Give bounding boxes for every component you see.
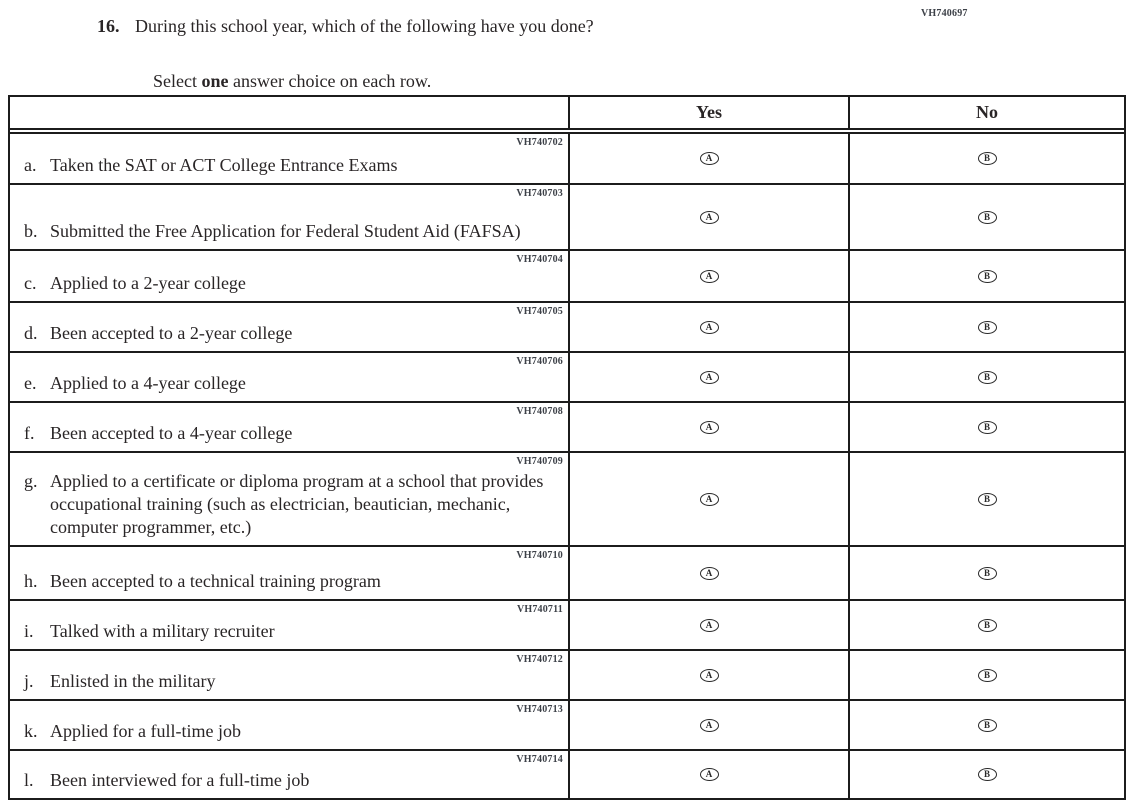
- bubble-letter: B: [983, 669, 990, 680]
- bubble-letter: B: [983, 769, 990, 779]
- item-letter: b.: [24, 221, 38, 241]
- no-cell: [848, 185, 1124, 249]
- bubble-letter: A: [705, 421, 713, 432]
- item-code: VH740709: [516, 456, 563, 467]
- item-text: Talked with a military recruiter: [50, 621, 275, 641]
- item-code: VH740711: [516, 604, 563, 615]
- answer-bubble-yes[interactable]: [700, 371, 719, 384]
- item-text: Enlisted in the military: [50, 671, 216, 691]
- table-row: [10, 301, 1124, 351]
- instruction-prefix: Select: [153, 71, 202, 91]
- question-text: During this school year, which of the following have you done?: [135, 16, 594, 36]
- item-cell: [10, 134, 568, 183]
- item-code: VH740713: [516, 704, 563, 715]
- item-letter: h.: [24, 571, 38, 591]
- yes-cell: [568, 251, 848, 301]
- yes-cell: [568, 651, 848, 699]
- answer-bubble-yes[interactable]: [700, 619, 719, 632]
- form-code: VH740697: [921, 8, 968, 19]
- item-text: Been interviewed for a full-time job: [50, 770, 310, 790]
- answer-bubble-yes[interactable]: [700, 567, 719, 580]
- table-row: [10, 451, 1124, 545]
- item-code: VH740705: [516, 306, 563, 317]
- table-row: [10, 249, 1124, 301]
- answer-bubble-yes[interactable]: [700, 152, 719, 165]
- no-cell: [848, 353, 1124, 401]
- item-code: VH740714: [516, 754, 563, 765]
- table-row: [10, 699, 1124, 749]
- bubble-letter: B: [983, 719, 990, 730]
- table-row: [10, 599, 1124, 649]
- item-label: [10, 768, 568, 798]
- bubble-letter: A: [705, 153, 713, 163]
- item-letter: c.: [24, 273, 37, 293]
- instruction-bold: one: [201, 71, 229, 91]
- item-label: [10, 421, 568, 451]
- no-cell: [848, 134, 1124, 183]
- bubble-letter: B: [983, 153, 990, 163]
- item-label: [10, 321, 568, 351]
- no-cell: [848, 453, 1124, 545]
- yes-cell: [568, 547, 848, 599]
- bubble-letter: A: [705, 567, 713, 578]
- item-text: Been accepted to a technical training program: [50, 571, 381, 591]
- item-label: [10, 271, 568, 301]
- bubble-letter: A: [705, 211, 713, 222]
- item-cell: [10, 453, 568, 545]
- item-text: Applied for a full-time job: [50, 721, 241, 741]
- answer-bubble-yes[interactable]: [700, 768, 719, 781]
- bubble-letter: A: [705, 321, 713, 332]
- answer-bubble-yes[interactable]: [700, 669, 719, 682]
- bubble-letter: A: [705, 669, 713, 680]
- table-body: [10, 134, 1124, 798]
- no-cell: [848, 403, 1124, 451]
- item-text: Applied to a certificate or diploma program at a school that provides occupational training (such as electrician, beautician, mechanic, computer programmer, etc.): [50, 471, 544, 537]
- item-letter: i.: [24, 621, 34, 641]
- yes-cell: [568, 303, 848, 351]
- item-cell: [10, 601, 568, 649]
- item-cell: [10, 403, 568, 451]
- item-cell: [10, 701, 568, 749]
- bubble-letter: A: [705, 493, 713, 504]
- question-table: [8, 95, 1126, 800]
- answer-bubble-no[interactable]: [978, 493, 997, 506]
- answer-bubble-yes[interactable]: [700, 493, 719, 506]
- column-header-no: No: [848, 97, 1124, 128]
- item-cell: [10, 547, 568, 599]
- bubble-letter: A: [705, 769, 713, 779]
- answer-bubble-yes[interactable]: [700, 421, 719, 434]
- answer-bubble-no[interactable]: [978, 669, 997, 682]
- table-row: [10, 183, 1124, 249]
- item-cell: [10, 303, 568, 351]
- answer-bubble-no[interactable]: [978, 321, 997, 334]
- item-label: [10, 371, 568, 401]
- table-row: [10, 649, 1124, 699]
- yes-cell: [568, 751, 848, 798]
- question-number: 16.: [97, 16, 120, 36]
- table-row: [10, 749, 1124, 798]
- item-code: VH740710: [516, 550, 563, 561]
- yes-cell: [568, 701, 848, 749]
- yes-cell: [568, 403, 848, 451]
- no-cell: [848, 547, 1124, 599]
- answer-bubble-yes[interactable]: [700, 270, 719, 283]
- item-code: VH740706: [516, 356, 563, 367]
- answer-bubble-no[interactable]: [978, 567, 997, 580]
- answer-bubble-no[interactable]: [978, 719, 997, 732]
- item-letter: d.: [24, 323, 38, 343]
- yes-cell: [568, 453, 848, 545]
- item-label: [10, 153, 568, 183]
- item-letter: k.: [24, 721, 38, 741]
- yes-cell: [568, 601, 848, 649]
- yes-cell: [568, 353, 848, 401]
- answer-bubble-yes[interactable]: [700, 211, 719, 224]
- item-letter: f.: [24, 423, 35, 443]
- answer-bubble-no[interactable]: [978, 421, 997, 434]
- item-text: Been accepted to a 2-year college: [50, 323, 293, 343]
- table-row: [10, 134, 1124, 183]
- column-header-yes: Yes: [568, 97, 848, 128]
- bubble-letter: B: [983, 321, 990, 332]
- item-text: Applied to a 4-year college: [50, 373, 246, 393]
- column-header-empty: [10, 97, 568, 128]
- bubble-letter: A: [705, 270, 713, 281]
- table-row: [10, 351, 1124, 401]
- no-cell: [848, 251, 1124, 301]
- item-code: VH740702: [516, 137, 563, 148]
- item-label: [10, 569, 568, 599]
- bubble-letter: B: [983, 567, 990, 578]
- item-label: [10, 619, 568, 649]
- table-row: [10, 401, 1124, 451]
- table-header-row: [10, 97, 1124, 134]
- yes-cell: [568, 185, 848, 249]
- answer-bubble-yes[interactable]: [700, 321, 719, 334]
- bubble-letter: B: [983, 493, 990, 504]
- item-label: [10, 719, 568, 749]
- item-text: Applied to a 2-year college: [50, 273, 246, 293]
- item-letter: l.: [24, 770, 34, 790]
- item-text: Been accepted to a 4-year college: [50, 423, 293, 443]
- item-cell: [10, 651, 568, 699]
- item-label: [10, 219, 568, 249]
- item-label: [10, 469, 568, 545]
- item-letter: g.: [24, 471, 38, 491]
- instruction-suffix: answer choice on each row.: [228, 71, 432, 91]
- item-cell: [10, 751, 568, 798]
- no-cell: [848, 303, 1124, 351]
- answer-bubble-no[interactable]: [978, 371, 997, 384]
- item-letter: e.: [24, 373, 37, 393]
- bubble-letter: B: [983, 371, 990, 382]
- bubble-letter: B: [983, 211, 990, 222]
- item-letter: a.: [24, 155, 37, 175]
- table-row: [10, 545, 1124, 599]
- no-cell: [848, 651, 1124, 699]
- item-code: VH740703: [516, 188, 563, 199]
- no-cell: [848, 751, 1124, 798]
- item-code: VH740704: [516, 254, 563, 265]
- answer-bubble-yes[interactable]: [700, 719, 719, 732]
- answer-bubble-no[interactable]: [978, 619, 997, 632]
- bubble-letter: A: [705, 619, 713, 630]
- bubble-letter: B: [983, 619, 990, 630]
- item-cell: [10, 185, 568, 249]
- no-cell: [848, 601, 1124, 649]
- item-text: Taken the SAT or ACT College Entrance Exams: [50, 155, 398, 175]
- no-cell: [848, 701, 1124, 749]
- item-letter: j.: [24, 671, 34, 691]
- item-cell: [10, 353, 568, 401]
- answer-bubble-no[interactable]: [978, 152, 997, 165]
- item-text: Submitted the Free Application for Federal Student Aid (FAFSA): [50, 221, 521, 241]
- yes-cell: [568, 134, 848, 183]
- item-code: VH740708: [516, 406, 563, 417]
- item-code: VH740712: [516, 654, 563, 665]
- bubble-letter: B: [983, 421, 990, 432]
- bubble-letter: A: [705, 719, 713, 730]
- item-cell: [10, 251, 568, 301]
- answer-bubble-no[interactable]: [978, 768, 997, 781]
- bubble-letter: A: [705, 371, 713, 382]
- bubble-letter: B: [983, 270, 990, 281]
- question-block: [97, 15, 594, 37]
- item-label: [10, 669, 568, 699]
- answer-bubble-no[interactable]: [978, 211, 997, 224]
- answer-bubble-no[interactable]: [978, 270, 997, 283]
